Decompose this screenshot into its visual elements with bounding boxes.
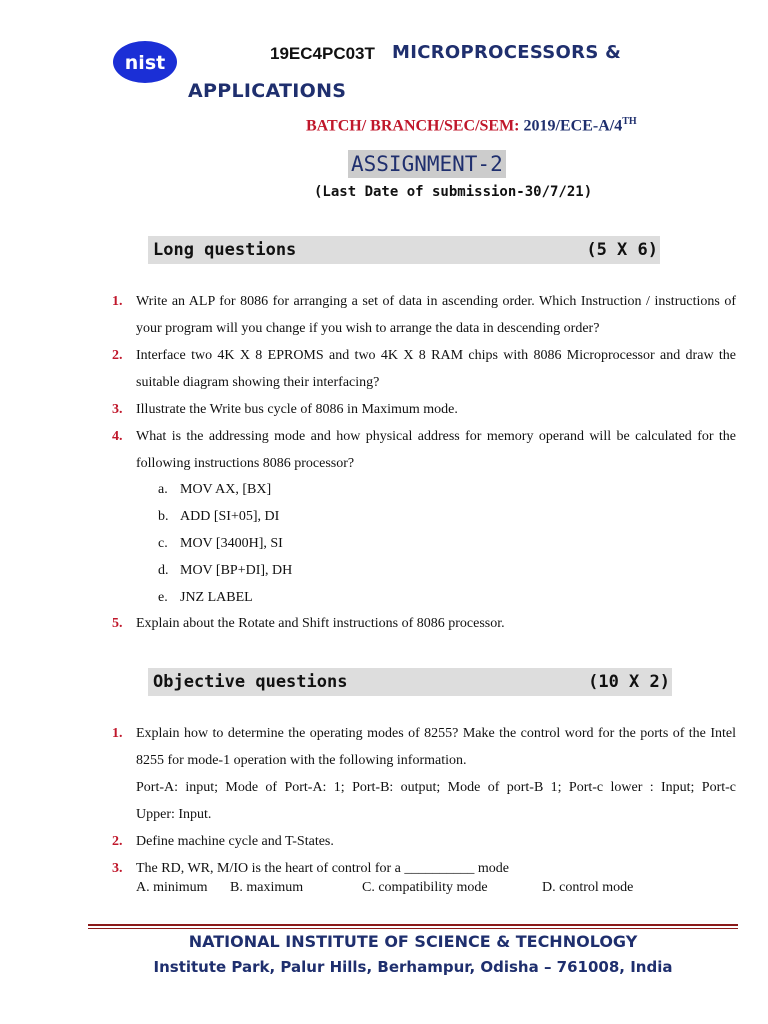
question-number: 2. [112, 834, 123, 849]
question-detail: Upper: Input. [136, 807, 212, 822]
sub-text: ADD [SI+05], DI [180, 509, 280, 524]
sub-letter: d. [158, 563, 169, 578]
last-date: (Last Date of submission-30/7/21) [314, 184, 593, 200]
long-questions-header [148, 236, 660, 264]
long-question [112, 342, 736, 396]
institute-name: NATIONAL INSTITUTE OF SCIENCE & TECHNOLOGY [188, 932, 638, 951]
sub-letter: a. [158, 482, 168, 497]
sub-letter: b. [158, 509, 169, 524]
nist-logo [112, 40, 178, 84]
objective-questions-header [148, 668, 672, 696]
course-title-line2: APPLICATIONS [188, 80, 347, 102]
sub-letter: c. [158, 536, 168, 551]
long-question [112, 610, 736, 637]
question-number: 2. [112, 348, 123, 363]
batch-value: 2019/ECE-A/4 [523, 117, 623, 135]
option-c: C. compatibility mode [362, 880, 488, 895]
option-a: A. minimum [136, 880, 208, 895]
assignment-title: ASSIGNMENT-2 [348, 150, 506, 178]
long-question [112, 396, 736, 423]
batch-label: BATCH/ BRANCH/SEC/SEM: [306, 117, 520, 135]
footer-divider [88, 924, 738, 926]
course-code: 19EC4PC03T [270, 44, 375, 63]
sub-item [158, 530, 283, 557]
long-question [112, 288, 736, 342]
question-text: The RD, WR, M/IO is the heart of control for a __________ mode [136, 861, 510, 876]
sub-item [158, 503, 279, 530]
question-number: 1. [112, 726, 123, 741]
question-text: Interface two 4K X 8 EPROMS and two 4K X 8 RAM chips with 8086 Microprocessor and draw the suitable diagram showing their interfacing? [136, 348, 736, 390]
option-d: D. control mode [542, 880, 634, 895]
sub-letter: e. [158, 590, 168, 605]
question-number: 3. [112, 402, 123, 417]
objective-question [112, 828, 736, 855]
question-text: What is the addressing mode and how physical address for memory operand will be calculated for the following instructions 8086 processor? [136, 429, 736, 471]
question-text: Explain about the Rotate and Shift instructions of 8086 processor. [136, 616, 505, 631]
sub-text: JNZ LABEL [180, 590, 253, 605]
institute-address: Institute Park, Palur Hills, Berhampur, Odisha – 761008, India [153, 958, 673, 976]
question-number: 1. [112, 294, 123, 309]
question-number: 3. [112, 861, 123, 876]
sub-item [158, 557, 292, 584]
sub-text: MOV [BP+DI], DH [180, 563, 293, 578]
section-marks: (5 X 6) [586, 240, 658, 260]
objective-question [112, 855, 736, 882]
section-title: Long questions [153, 240, 297, 260]
sub-text: MOV [3400H], SI [180, 536, 283, 551]
question-detail: Port-A: input; Mode of Port-A: 1; Port-B: output; Mode of port-B 1; Port-c lower : Input; Port-c [136, 780, 736, 795]
option-b: B. maximum [230, 880, 304, 895]
section-title: Objective questions [153, 672, 348, 692]
section-marks: (10 X 2) [588, 672, 670, 692]
long-question [112, 423, 736, 477]
question-text: Illustrate the Write bus cycle of 8086 in Maximum mode. [136, 402, 458, 417]
sub-text: MOV AX, [BX] [180, 482, 272, 497]
question-text: Write an ALP for 8086 for arranging a set of data in ascending order. Which Instruction / instructions of your program will you change if you wish to arrange the data in descending order? [136, 294, 736, 336]
question-number: 4. [112, 429, 123, 444]
question-number: 5. [112, 616, 123, 631]
sub-item [158, 584, 253, 611]
batch-info [306, 116, 637, 135]
footer-divider [88, 928, 738, 929]
logo-text: nist [124, 52, 166, 74]
course-title-line1: MICROPROCESSORS & [392, 42, 622, 63]
question-text: Explain how to determine the operating modes of 8255? Make the control word for the ports of the Intel 8255 for mode-1 operation with the following information. [136, 726, 736, 768]
question-text: Define machine cycle and T-States. [136, 834, 334, 849]
batch-sup: TH [622, 116, 637, 127]
objective-question [112, 720, 736, 774]
sub-item [158, 476, 271, 503]
